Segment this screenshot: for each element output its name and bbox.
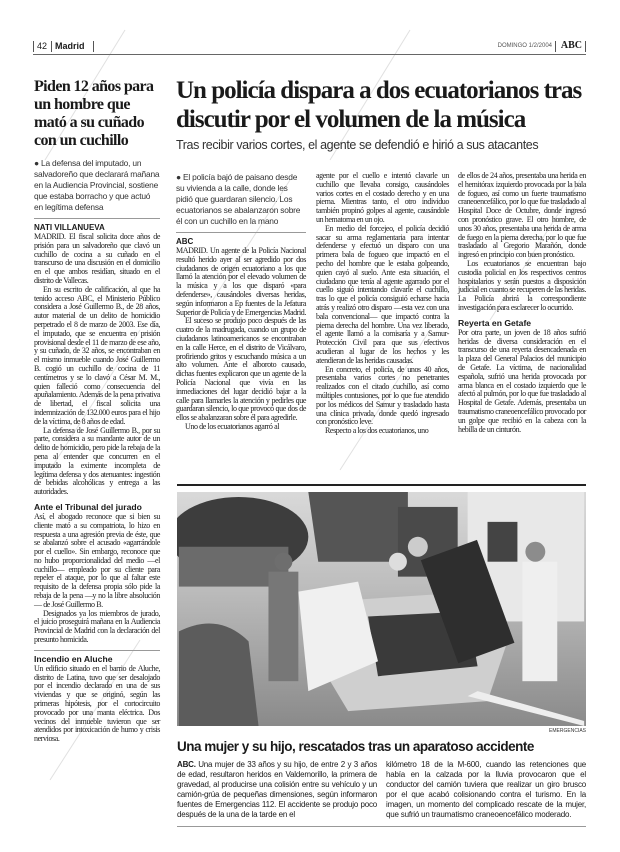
left-intro — [34, 158, 160, 213]
left-headline: Piden 12 años para un hombre que mató a su cuñado con un cuchillo — [34, 78, 154, 149]
main-headline: Un policía dispara a dos ecuatorianos tras discutir por el volumen de la música — [176, 77, 582, 133]
paragraph: La defensa de José Guillermo B., por su parte, considera a su mandante autor de un delito de homicidio, pero pide la rebaja de la pena al entender que concurren en el imputado la eximente incompleta de legítima defensa y dos atenuantes: ingestión de bebidas alcohólicas y entrega a las autoridades. — [34, 425, 160, 497]
photo-caption-block — [177, 728, 586, 827]
main-col-2 — [316, 172, 449, 436]
header-rule — [33, 54, 586, 55]
left-byline: NATI VILLANUEVA — [34, 223, 105, 232]
bullet-icon: ● — [176, 172, 183, 182]
page-number: 42 — [37, 41, 48, 51]
photo-headline: Una mujer y su hijo, rescatados tras un aparatoso accidente — [177, 739, 534, 754]
main-deck: Tras recibir varios cortes, el agente se defendió e hirió a sus atacantes — [176, 138, 539, 152]
paragraph: Por otra parte, un joven de 18 años sufrió heridas de diversa consideración en el transcurso de una reyerta desencadenada en la plaza del General Palacios del municipio de Getafe. La víctima, de nacionalidad española, sufrió una herida provocada por arma blanca en el costado izquierdo que le afectó al pulmón, por lo que fue trasladado al Hospital de Getafe. Además, presentaba un traumatismo craneoencefálico provocado por un golpe que recibió en la cabeza con la hebilla de un cinturón. — [458, 327, 586, 434]
bullet-icon: ● — [34, 158, 41, 168]
main-col-1-body — [176, 236, 306, 432]
photo-credit: EMERGENCIAS — [549, 728, 586, 734]
caption-lead: ABC. — [177, 760, 196, 769]
main-col-1 — [176, 172, 306, 432]
paragraph: El suceso se produjo poco después de las cuatro de la madrugada, cuando un grupo de ciudadanos latinoamericanos se encontraban en la calle Herce, en el distrito de Vicálvaro, profiriendo gritos y escuchando música a un alto volumen. Ante el alboroto causado, dichas fuentes explicaron que un agente de la Policía Nacional que vivía en las inmediaciones del lugar decidió bajar a la calle para llamarles la atención y pedirles que guardaran silencio, lo que provocó que dos de ellos se abalanzaran sobre él para agredirle. — [176, 316, 306, 423]
paragraph: En concreto, el policía, de unos 40 años, presentaba varios cortes no penetrantes realizados con el citado cuchillo, así como múltiples contusiones, por lo que fue atendido por los médicos del Samur y trasladado hasta una clínica privada, donde quedó ingresado con pronóstico leve. — [316, 364, 449, 427]
divider — [176, 232, 306, 233]
section-name: Madrid — [55, 41, 85, 51]
paragraph: Los ecuatorianos se encuentran bajo custodia policial en los respectivos centros hospitalarios y serán puestos a disposición judicial en cuanto se recuperen de las heridas. La Policía abrirá la correspondiente investigación para esclarecer lo ocurrido. — [458, 258, 586, 312]
paragraph: Un edificio situado en el barrio de Aluche, distrito de Latina, tuvo que ser desalojado por el incendio declarado en una de sus viviendas y que se originó, según las primeras hipótesis, por el cortocircuito provocado por una manta eléctrica. Dos vecinos del inmueble tuvieron que ser atendidos por intoxicación de humo y crisis nerviosa. — [34, 663, 160, 744]
main-byline: ABC — [176, 237, 194, 246]
paragraph: MADRID. Un agente de la Policía Nacional resultó herido ayer al ser agredido por dos ciudadanos de origen ecuatoriano a los que llamó la atención por el elevado volumen de la música y a los que disparó «para defenderse», causándoles diversas heridas, según informaron a Ep fuentes de la Jefatura Superior de Policía y de Emergencias Madrid. — [176, 246, 306, 317]
subheading: Ante el Tribunal del jurado — [34, 501, 142, 512]
main-col-3 — [458, 172, 586, 434]
divider — [34, 650, 160, 651]
subheading: Incendio en Aluche — [34, 653, 113, 664]
paragraph: Uno de los ecuatorianos agarró al — [185, 421, 280, 431]
page-header — [33, 41, 586, 53]
brand-logo: ABC — [560, 40, 582, 51]
photo-scene — [177, 492, 586, 726]
main-intro-text: El policía bajó de paisano desde su vivienda a la calle, donde les pidió que guardaran silencio. Los ecuatorianos se abalanzaron sobre él con un cuchillo en la mano — [176, 172, 301, 226]
paragraph: agente por el cuello e intentó clavarle un cuchillo que llevaba consigo, causándoles varios cortes en el costado derecho y en una pierna. Mientras tanto, el otro individuo también propinó golpes al agente, causándole un hematoma en un ojo. — [316, 171, 449, 224]
accident-photo — [177, 492, 586, 726]
main-title-block — [176, 76, 588, 152]
left-article — [34, 78, 160, 744]
subheading: Reyerta en Getafe — [458, 317, 532, 328]
paragraph: de ellos de 24 años, presentaba una herida en el hemitórax izquierdo provocada por la bala de fogueo, así como un fuerte traumatismo craneoencefálico, por lo que fue trasladado al Hospital Doce de Octubre, donde ingresó con pronóstico grave. El otro hombre, de unos 30 años, presentaba una herida de arma de fuego en la pierna derecha, por lo que fue trasladado al Gregorio Marañón, donde ingresó en principio con buen pronóstico. — [458, 171, 586, 260]
paragraph: Así, el abogado reconoce que si bien su cliente mató a su compatriota, lo hizo en respuesta a una agresión previa de éste, que se abalanzó sobre el acusado «agarrándole por el cuello». Sin embargo, reconoce que no hubo proporcionalidad del medio —el cuchillo— empleado por su cliente para repeler el ataque, por lo que al faltar este requisito de la defensa propia sólo pide la rebaja de la pena —y no la libre absolución— de José Guillermo B. — [34, 511, 160, 609]
issue-date: DOMINGO 1/2/2004 — [497, 43, 552, 49]
paragraph: Respecto a los dos ecuatorianos, uno — [325, 426, 429, 436]
left-body — [34, 222, 160, 744]
photo-caption-col-1 — [177, 760, 377, 820]
paragraph: En su escrito de calificación, al que ha tenido acceso ABC, el Ministerio Público considera a José Guillermo B., de 28 años, autor material de un delito de homicidio perpetrado el 8 de marzo de 2003. Ese día, el imputado, que se encuentra en prisión provisional desde el 11 de marzo de ese año, y su cuñado, de 32 años, se encontraban en el mismo inmueble cuando José Guillermo B. cogió un cuchillo de cocina de 11 centímetros y se lo clavó a César M. M., quien falleció como consecuencia del apuñalamiento. Además de la pena privativa de libertad, el fiscal solicita una indemnización de 132.000 euros para el hijo de la víctima, de 8 años de edad. — [34, 284, 160, 426]
divider — [34, 218, 160, 219]
photo-caption-col-2: kilómetro 18 de la M-600, cuando las retenciones que había en la calzada por la lluvia provocaron que el conductor del camión tuviera que realizar un giro brusco por el que acabó colisionando contra el turismo. En la imagen, un momento del complicado rescate de la mujer, que sufrió un traumatismo craneoencefálico moderado. — [386, 760, 586, 819]
main-intro — [176, 172, 306, 227]
left-intro-text: La defensa del imputado, un salvadoreño que declarará mañana en la Audiencia Provincial, sostiene que estaba borracho y que actuó en legítima defensa — [34, 158, 160, 212]
paragraph: En medio del forcejeo, el policía decidió sacar su arma reglamentaria para intentar defenderse y efectuó un disparo con una primera bala de fogueo que impactó en el pecho del hombre que le estaba golpeando, quien cayó al suelo. Ante esta situación, el ciudadano que tenía al agente agarrado por el cuello siguió intentando clavarle el cuchillo, tras lo que el policía consiguió echarse hacia atrás y realizó otro disparo —esta vez con una bala convencional— que impactó contra la pierna derecha del hombre. Una vez liberado, el agente llamó a la comisaría y a Samur-Protección Civil para que sus efectivos acudieran al lugar de los hechos y les atendieran de las heridas causadas. — [316, 223, 449, 365]
paragraph: Designados ya los miembros de jurado, el juicio proseguirá mañana en la Audiencia Provincial de Madrid con la declaración del presunto homicida. — [34, 608, 160, 645]
photo-top-rule — [177, 484, 586, 486]
caption-text: Una mujer de 33 años y su hijo, de entre 2 y 3 años de edad, resultaron heridos en Valdemorillo, la primera de gravedad, al producirse una colisión entre su vehículo y un camión-grúa de pequeñas dimensiones, según informaron fuentes de Emergencias 112. El accidente se produjo poco después de la una de la tarde en el — [177, 760, 377, 819]
paragraph: MADRID. El fiscal solicita doce años de prisión para un salvadoreño que clavó un cuchillo de cocina a su cuñado en el transcurso de una discusión en el domicilio en el que ambos residían, situado en el distrito de Vallecas. — [34, 232, 160, 285]
